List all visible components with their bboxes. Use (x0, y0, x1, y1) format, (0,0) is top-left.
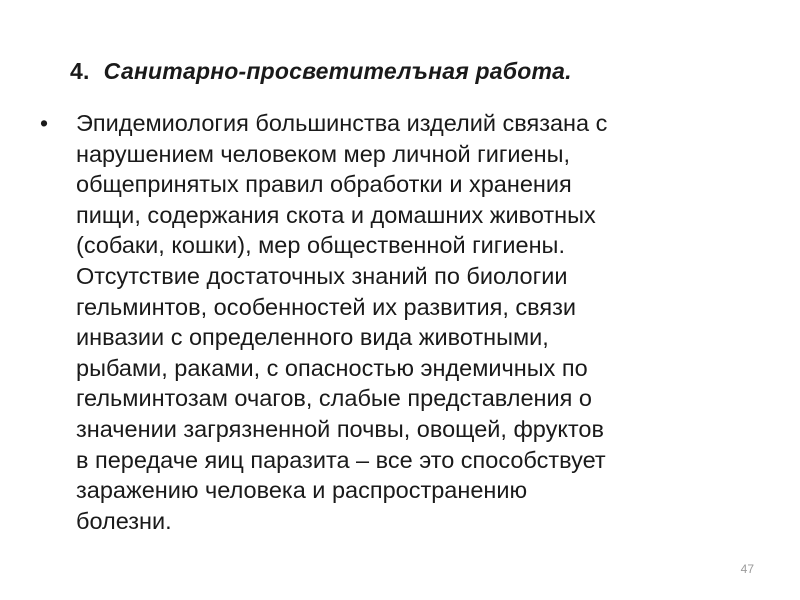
text-line: общепринятых правил обработки и хранения (76, 171, 572, 198)
text-line: заражению человека и распространению (76, 477, 528, 504)
text-line: пищи, содержания скота и домашних животных (76, 201, 596, 228)
text-line: (собаки, кошки), мер общественной гигиены. (76, 232, 565, 259)
text-line: инвазии с определенного вида животными, (76, 324, 549, 351)
title-text: Санитарно-просветителъная работа. (103, 58, 572, 84)
bullet-list (34, 108, 774, 536)
text-line: рыбами, раками, с опасностью эндемичных по (76, 354, 588, 381)
text-line: значении загрязненной почвы, овощей, фруктов (76, 415, 604, 442)
title-number: 4. (70, 58, 90, 84)
page-number: 47 (740, 562, 754, 576)
text-line: Отсутствие достаточных знаний по биологии (76, 262, 568, 289)
text-line: Эпидемиология большинства изделий связана с (76, 110, 608, 136)
text-line: гельминтов, особенностей их развития, связи (76, 293, 577, 320)
text-line: гельминтозам очагов, слабые представления о (76, 385, 592, 412)
bullet-text (76, 108, 774, 536)
text-line: болезни. (76, 507, 172, 534)
text-line: в передаче яиц паразита – все это способствует (76, 446, 606, 473)
text-line: нарушением человеком мер личной гигиены, (76, 140, 571, 167)
bullet-dot-icon: • (40, 110, 49, 136)
slide-title (70, 58, 572, 85)
bullet-item (34, 108, 774, 536)
